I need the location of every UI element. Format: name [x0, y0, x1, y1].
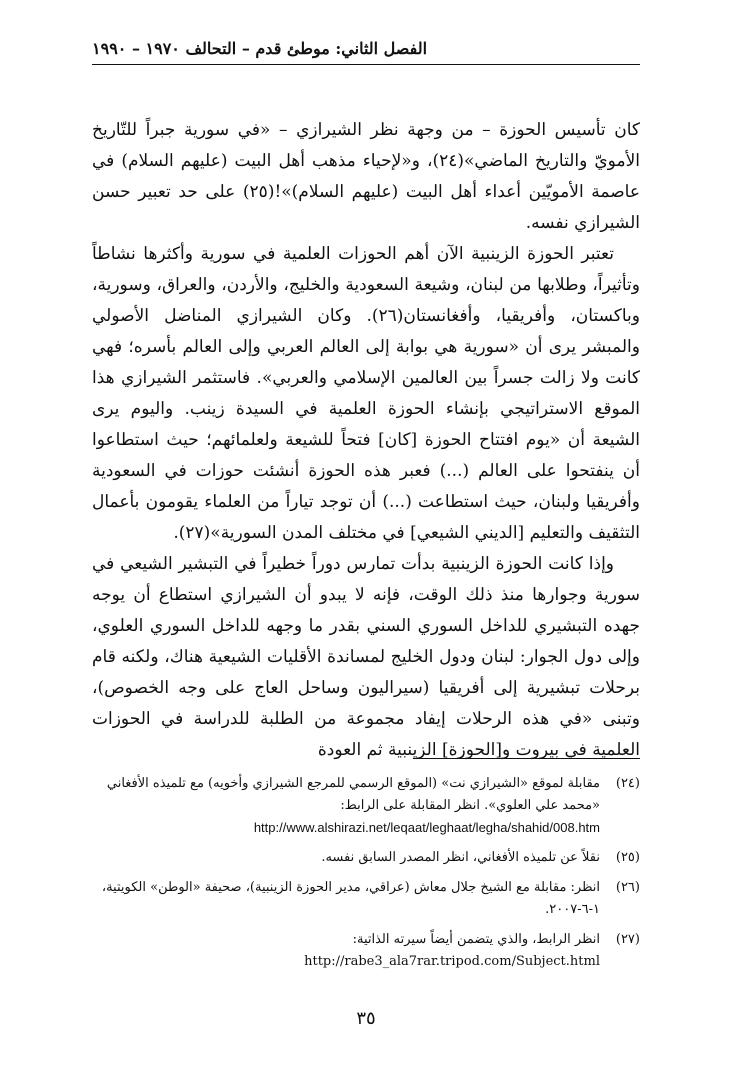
footnote-27: [92, 929, 640, 973]
footnote-link[interactable]: http://www.alshirazi.net/leqaat/leghaat/legha/shahid/008.htm: [253, 820, 600, 835]
footnote-divider: [413, 758, 640, 759]
footnote-text: مقابلة لموقع «الشيرازي نت» (الموقع الرسمي للمرجع الشيرازي وأخويه) مع تلميذه الأفغاني «محمد علي العلوي». انظر المقابلة على الرابط:: [106, 776, 600, 813]
footnote-26: [92, 877, 640, 921]
footnote-number: (٢٧): [615, 932, 640, 947]
page-number: ٣٥: [356, 1008, 376, 1029]
footnote-24: [92, 773, 640, 839]
paragraph-1: كان تأسيس الحوزة – من وجهة نظر الشيرازي – «في سورية جبراً للتّاريخ الأمويّ والتاريخ الماضي»(٢٤)، و«لإحياء مذهب أهل البيت (عليهم السلام) في عاصمة الأمويّين أعداء أهل البيت (عليهم السلام)»!(٢٥) على حد تعبير حسن الشيرازي نفسه.: [92, 120, 640, 233]
header-divider: [92, 64, 640, 65]
footnote-text: انظر الرابط، والذي يتضمن أيضاً سيرته الذاتية: http://rabe3_ala7rar.tripod.com/Subject.html: [304, 932, 600, 969]
footnotes: [92, 773, 640, 981]
chapter-title: الفصل الثاني: موطئ قدم – التحالف ١٩٧٠ – ١٩٩٠: [92, 39, 428, 58]
running-header: [92, 28, 640, 58]
paragraph-2: تعتبر الحوزة الزينبية الآن أهم الحوزات العلمية في سورية وأكثرها نشاطاً وتأثيراً، وطلابها من لبنان، وشيعة السعودية والخليج، والأردن، والعراق، وسورية، وباكستان، وأفريقيا، وأفغانستان(٢٦). وكان الشيرازي المناضل الأصولي والمبشر يرى أن «سورية هي بوابة إلى العالم العربي وإلى العالم بأسره؛ فهي كانت ولا زالت جسراً بين العالمين الإسلامي والعربي». فاستثمر الشيرازي هذا الموقع الاستراتيجي بإنشاء الحوزة العلمية في السيدة زينب. واليوم يرى الشيعة أن «يوم افتتاح الحوزة [كان] فتحاً للشيعة ولعلمائهم؛ حيث استطاعوا أن ينفتحوا على العالم (...) فعبر هذه الحوزة أنشئت حوزات في السعودية وأفريقيا ولبنان، حيث استطاعت (...) أن توجد تياراً من العلماء يقومون بأعمال التثقيف والتعليم [الديني الشيعي] في مختلف المدن السورية»(٢٧).: [92, 244, 640, 543]
footnote-number: (٢٤): [615, 776, 640, 791]
footnote-number: (٢٦): [615, 880, 640, 895]
footnote-text: نقلاً عن تلميذه الأفغاني، انظر المصدر السابق نفسه.: [321, 850, 600, 865]
footnote-number: (٢٥): [615, 850, 640, 865]
footnote-text: انظر: مقابلة مع الشيخ جلال معاش (عراقي، مدير الحوزة الزينبية)، صحيفة «الوطن» الكويتية، ١-٦-٢٠٠٧.: [101, 880, 600, 917]
main-text: [92, 115, 640, 766]
paragraph-3: وإذا كانت الحوزة الزينبية بدأت تمارس دوراً خطيراً في التبشير الشيعي في سورية وجوارها منذ ذلك الوقت، فإنه لا يبدو أن الشيرازي استطاع أن يوجه جهده التبشيري للداخل السوري السني بقدر ما وجهه للداخل السوري العلوي، وإلى دول الجوار: لبنان ودول الخليج لمساندة الأقليات الشيعية هناك، ولكنه قام برحلات تبشيرية إلى أفريقيا (سيراليون وساحل العاج على وجه الخصوص)، وتبنى «في هذه الرحلات إيفاد مجموعة من الطلبة للدراسة في الحوزات العلمية في بيروت و[الحوزة] الزينبية ثم العودة: [92, 554, 640, 760]
footnote-25: [92, 847, 640, 869]
